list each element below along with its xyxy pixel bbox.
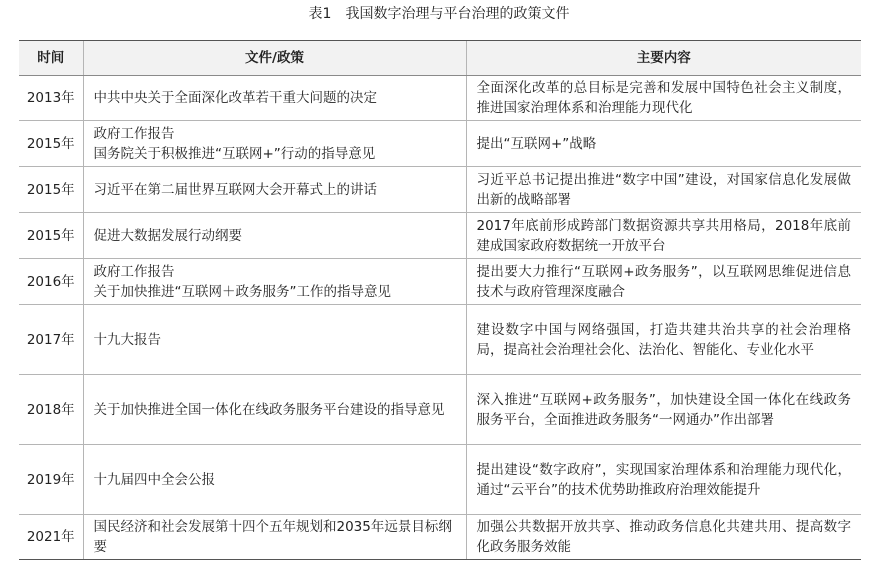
row-document (83, 305, 466, 375)
header-year: 时间 (19, 41, 83, 76)
row-document (83, 167, 466, 213)
row-content: 提出要大力推行“互联网+政务服务”，以互联网思维促进信息技术与政府管理深度融合 (466, 259, 861, 305)
row-content: 2017年底前形成跨部门数据资源共享共用格局，2018年底前建成国家政府数据统一开放平台 (466, 213, 861, 259)
row-year: 2019年 (19, 445, 83, 515)
table-row (19, 76, 861, 121)
row-document (83, 515, 466, 560)
policy-table (19, 40, 861, 560)
document-title: 关于加快推进全国一体化在线政务服务平台建设的指导意见 (93, 401, 445, 418)
document-title: 政府工作报告 (93, 125, 175, 142)
policy-table-container (19, 40, 861, 560)
row-document (83, 76, 466, 121)
table-row (19, 375, 861, 445)
row-year: 2015年 (19, 121, 83, 167)
row-content: 深入推进“互联网+政务服务”，加快建设全国一体化在线政务服务平台，全面推进政务服务“一网通办”作出部署 (466, 375, 861, 445)
header-content: 主要内容 (466, 41, 861, 76)
row-document (83, 375, 466, 445)
row-content: 提出建设“数字政府”，实现国家治理体系和治理能力现代化，通过“云平台”的技术优势助推政府治理效能提升 (466, 445, 861, 515)
header-document: 文件/政策 (83, 41, 466, 76)
row-year: 2018年 (19, 375, 83, 445)
row-document (83, 445, 466, 515)
row-year: 2021年 (19, 515, 83, 560)
row-content: 全面深化改革的总目标是完善和发展中国特色社会主义制度，推进国家治理体系和治理能力现代化 (466, 76, 861, 121)
row-content: 习近平总书记提出推进“数字中国”建设，对国家信息化发展做出新的战略部署 (466, 167, 861, 213)
row-year: 2016年 (19, 259, 83, 305)
row-content: 建设数字中国与网络强国，打造共建共治共享的社会治理格局，提高社会治理社会化、法治化、智能化、专业化水平 (466, 305, 861, 375)
document-title: 十九大报告 (93, 331, 161, 348)
table-row (19, 167, 861, 213)
document-title: 习近平在第二届世界互联网大会开幕式上的讲话 (93, 181, 377, 198)
row-document (83, 213, 466, 259)
row-content: 加强公共数据开放共享、推动政务信息化共建共用、提高数字化政务服务效能 (466, 515, 861, 560)
table-row (19, 213, 861, 259)
table-caption: 表1 我国数字治理与平台治理的政策文件 (308, 6, 570, 22)
document-title: 国务院关于积极推进“互联网+”行动的指导意见 (93, 145, 376, 162)
table-row (19, 259, 861, 305)
row-content: 提出“互联网+”战略 (466, 121, 861, 167)
table-row (19, 515, 861, 560)
document-title: 促进大数据发展行动纲要 (93, 227, 242, 244)
row-document (83, 259, 466, 305)
row-year: 2017年 (19, 305, 83, 375)
table-row (19, 305, 861, 375)
document-title: 政府工作报告 (93, 263, 175, 280)
document-title: 十九届四中全会公报 (93, 471, 215, 488)
row-document (83, 121, 466, 167)
table-row (19, 121, 861, 167)
document-title: 关于加快推进“互联网＋政务服务”工作的指导意见 (93, 283, 391, 300)
row-year: 2013年 (19, 76, 83, 121)
row-year: 2015年 (19, 213, 83, 259)
table-row (19, 445, 861, 515)
document-title: 国民经济和社会发展第十四个五年规划和2035年远景目标纲要 (93, 519, 452, 555)
row-year: 2015年 (19, 167, 83, 213)
document-title: 中共中央关于全面深化改革若干重大问题的决定 (93, 90, 377, 106)
table-header-row (19, 41, 861, 76)
